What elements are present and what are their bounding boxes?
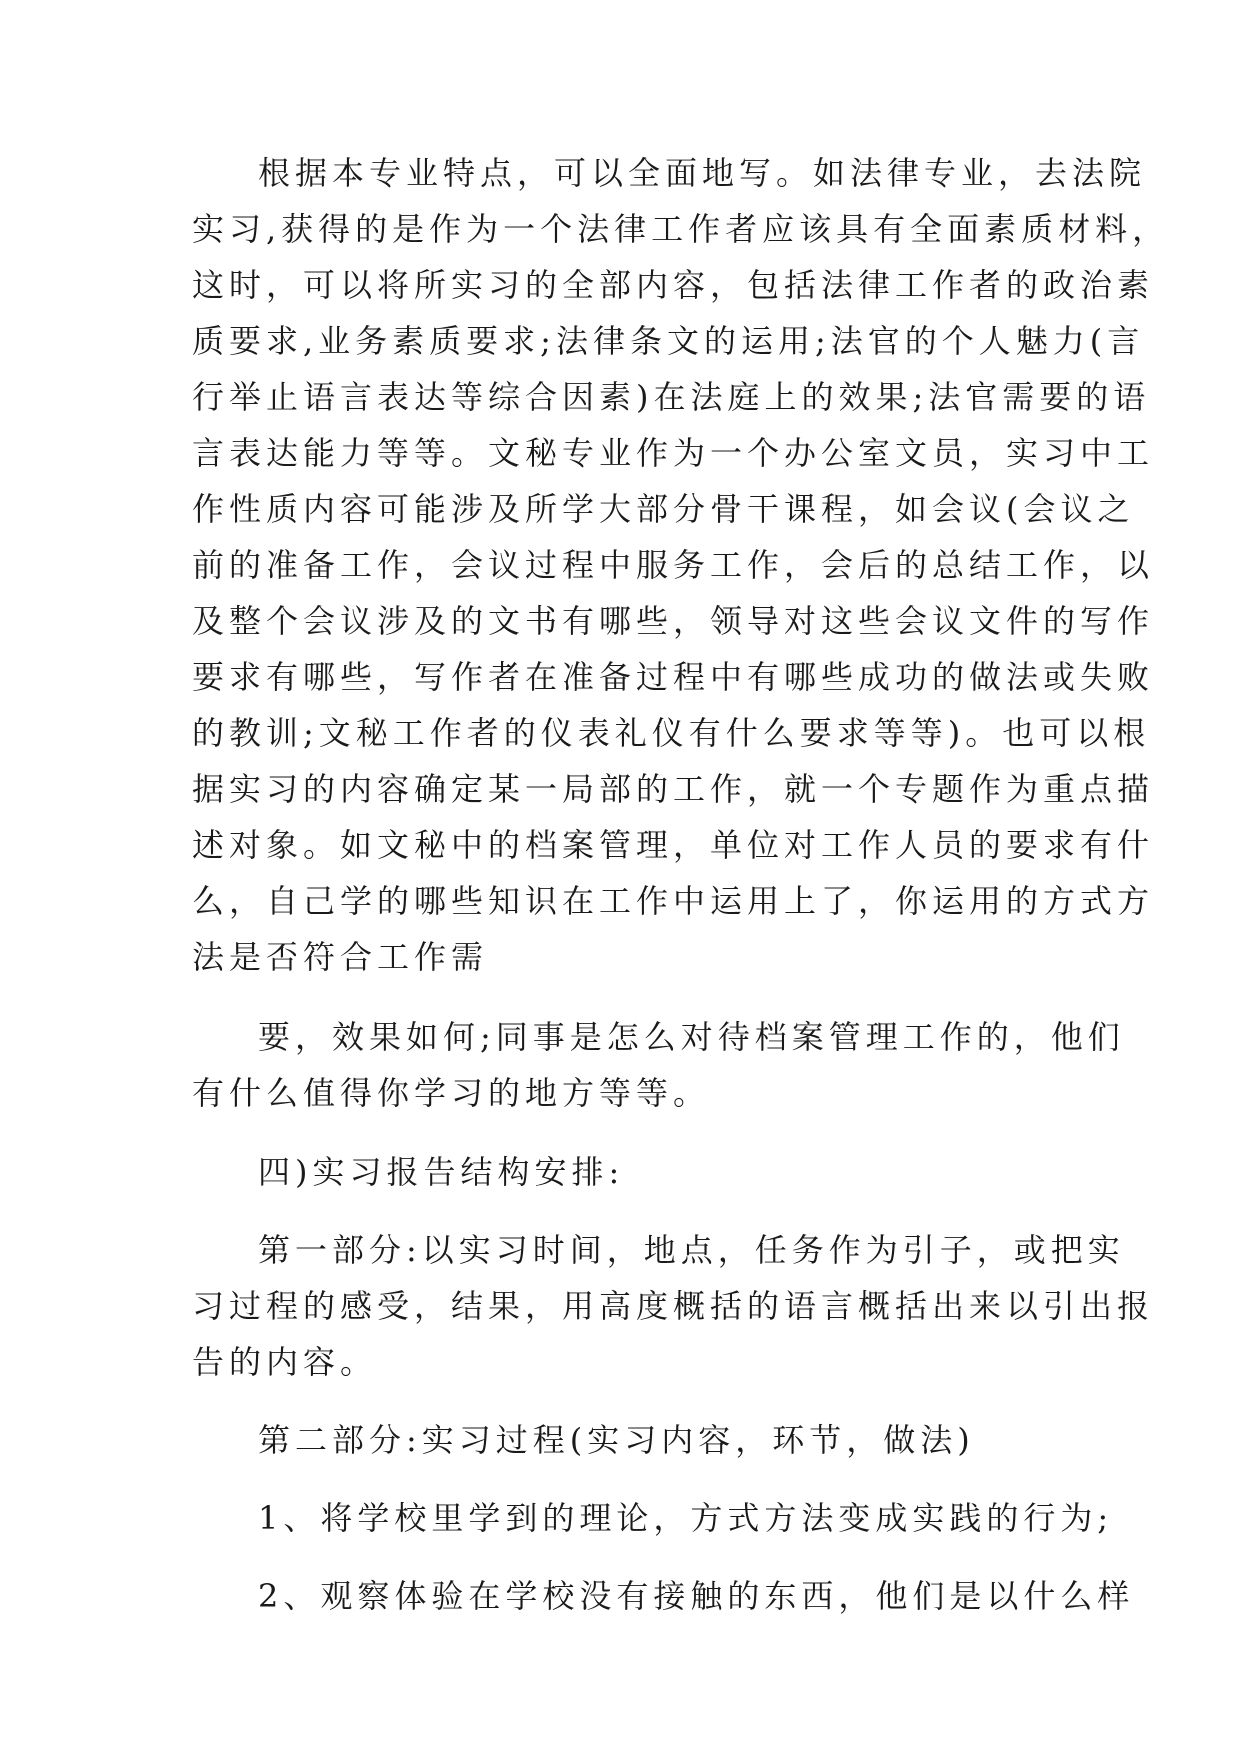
text-line: 作性质内容可能涉及所学大部分骨干课程，如会议(会议之 [192, 490, 1135, 528]
text-line: 要，效果如何;同事是怎么对待档案管理工作的，他们 [258, 1018, 1125, 1056]
text-line: 这时，可以将所实习的全部内容，包括法律工作者的政治素 [192, 266, 1155, 304]
text-line: 第二部分:实习过程(实习内容，环节，做法) [258, 1421, 975, 1459]
text-line: 法是否符合工作需 [192, 938, 489, 976]
text-line: 么，自己学的哪些知识在工作中运用上了，你运用的方式方 [192, 882, 1155, 920]
text-line: 行举止语言表达等综合因素)在法庭上的效果;法官需要的语 [192, 378, 1151, 416]
text-line: 据实习的内容确定某一局部的工作，就一个专题作为重点描 [192, 770, 1155, 808]
text-line: 习过程的感受，结果，用高度概括的语言概括出来以引出报 [192, 1287, 1155, 1325]
text-line: 前的准备工作，会议过程中服务工作，会后的总结工作，以 [192, 546, 1155, 584]
section-heading: 四)实习报告结构安排: [258, 1153, 625, 1191]
text-line: 实习,获得的是作为一个法律工作者应该具有全面素质材料， [192, 210, 1170, 248]
text-line: 根据本专业特点，可以全面地写。如法律专业，去法院 [258, 154, 1147, 192]
text-line: 述对象。如文秘中的档案管理，单位对工作人员的要求有什 [192, 826, 1155, 864]
text-line: 要求有哪些，写作者在准备过程中有哪些成功的做法或失败 [192, 658, 1155, 696]
text-line: 第一部分:以实习时间，地点，任务作为引子，或把实 [258, 1231, 1125, 1269]
text-line: 质要求,业务素质要求;法律条文的运用;法官的个人魅力(言 [192, 322, 1145, 360]
list-item: 1、将学校里学到的理论，方式方法变成实践的行为; [258, 1499, 1114, 1537]
text-line: 言表达能力等等。文秘专业作为一个办公室文员，实习中工 [192, 434, 1155, 472]
text-line: 有什么值得你学习的地方等等。 [192, 1074, 711, 1112]
text-line: 的教训;文秘工作者的仪表礼仪有什么要求等等)。也可以根 [192, 714, 1151, 752]
text-line: 及整个会议涉及的文书有哪些，领导对这些会议文件的写作 [192, 602, 1155, 640]
list-item: 2、观察体验在学校没有接触的东西，他们是以什么样 [258, 1577, 1135, 1615]
text-line: 告的内容。 [192, 1343, 378, 1381]
